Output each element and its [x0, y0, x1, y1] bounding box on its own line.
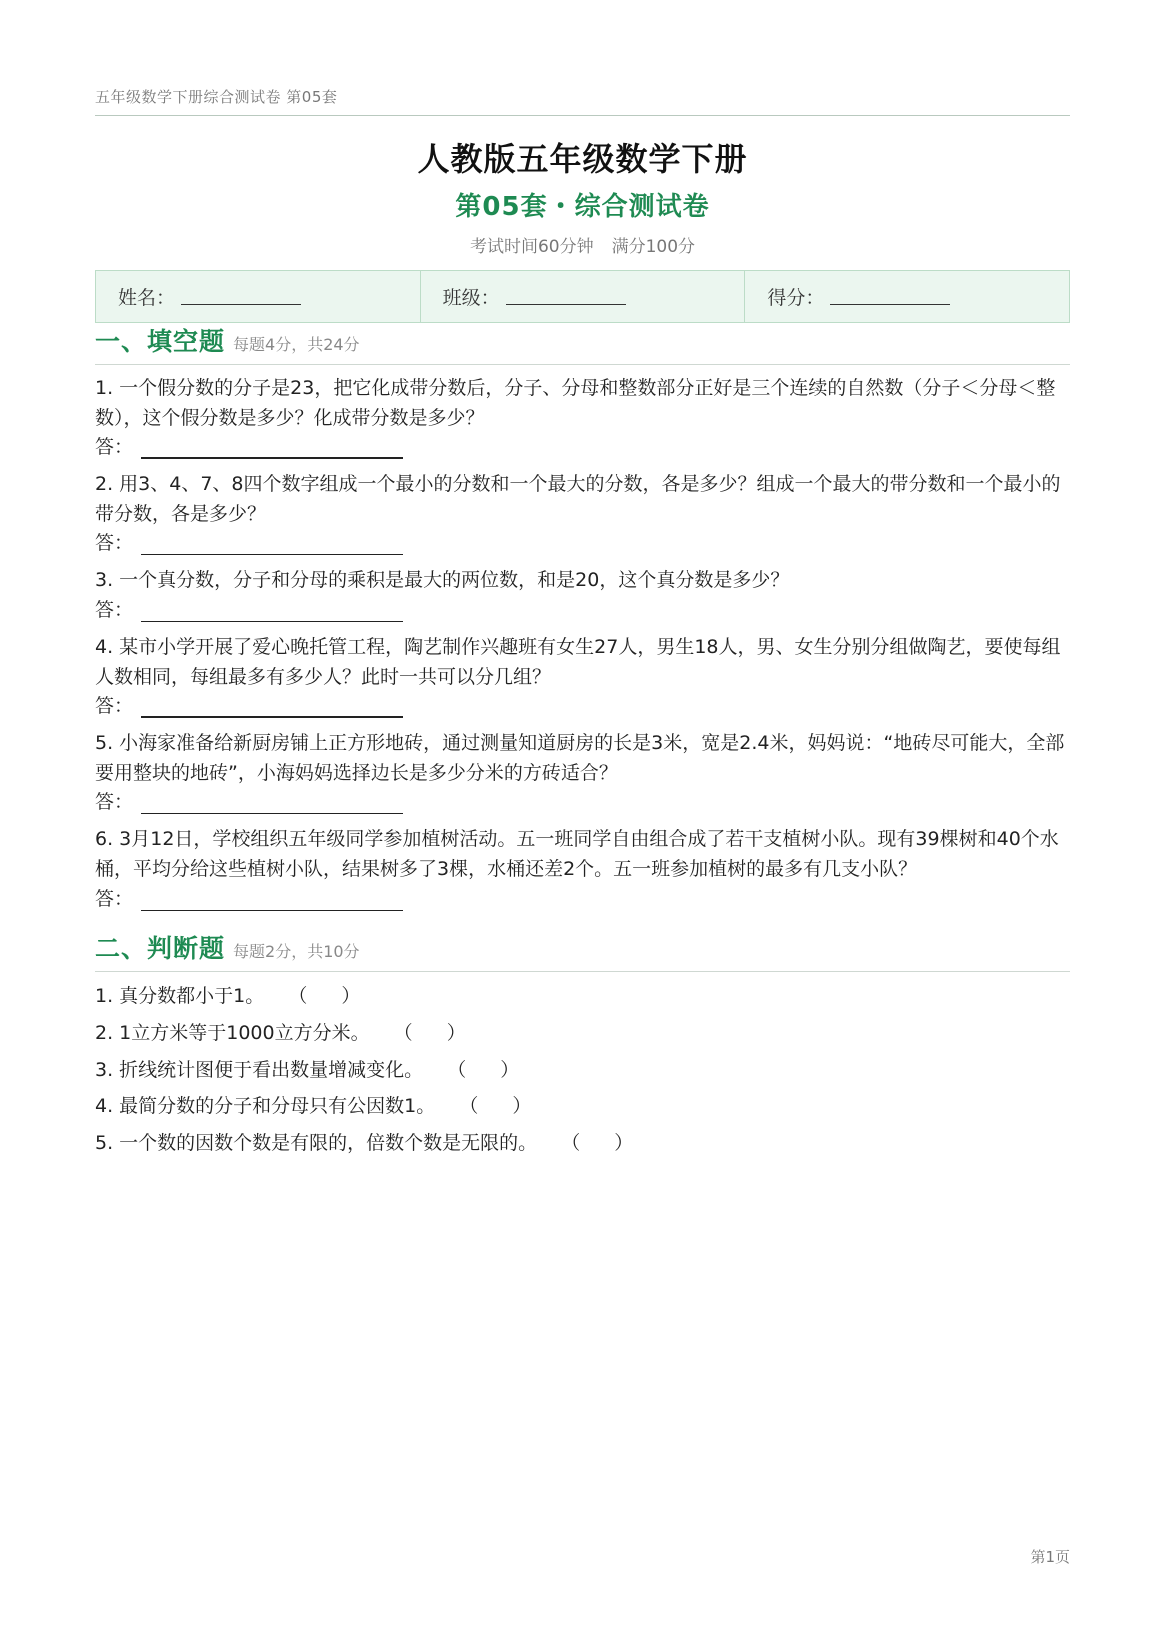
judgement-answer-box[interactable]: （ ） — [393, 1022, 466, 1044]
question-item: 1. 一个假分数的分子是23，把它化成带分数后，分子、分母和整数部分正好是三个连续的自然数（分子＜分母＜整数），这个假分数是多少？化成带分数是多少？ — [95, 377, 1056, 429]
exam-subtitle: 第05套・综合测试卷 — [455, 192, 710, 222]
exam-title: 人教版五年级数学下册 — [417, 140, 748, 178]
answer-row — [95, 528, 403, 555]
answer-row — [95, 787, 403, 814]
class-label: 班级： — [442, 287, 500, 309]
section-title: 一、填空题 — [95, 327, 226, 356]
judgement-text: 4. 最简分数的分子和分母只有公因数1。 — [95, 1095, 436, 1117]
question-item: 3. 一个真分数，分子和分母的乘积是最大的两位数，和是20，这个真分数是多少？ — [95, 569, 790, 591]
answer-blank[interactable] — [141, 698, 403, 718]
name-label: 姓名： — [118, 287, 176, 309]
answer-blank[interactable] — [141, 536, 403, 555]
score-label: 得分： — [767, 287, 825, 309]
answer-blank[interactable] — [141, 892, 403, 911]
name-cell — [96, 271, 421, 322]
judgement-text: 2. 1立方米等于1000立方分米。 — [95, 1022, 370, 1044]
answer-blank[interactable] — [141, 603, 403, 622]
question-item: 6. 3月12日，学校组织五年级同学参加植树活动。五一班同学自由组合成了若干支植树小队。现有39棵树和40个水桶，平均分给这些植树小队，结果树多了3棵，水桶还差2个。五一班参加植树的最多有几支小队？ — [95, 828, 1059, 880]
answer-label: 答： — [95, 599, 134, 621]
judgement-answer-box[interactable]: （ ） — [561, 1132, 634, 1154]
answer-label: 答： — [95, 436, 134, 458]
section-score-note: 每题4分，共24分 — [233, 335, 360, 354]
student-info-box — [95, 270, 1070, 323]
answer-row — [95, 595, 403, 622]
class-cell — [421, 271, 746, 322]
judgement-item — [95, 1128, 633, 1155]
question-item: 5. 小海家准备给新厨房铺上正方形地砖，通过测量知道厨房的长是3米，宽是2.4米，妈妈说：“地砖尽可能大，全部要用整块的地砖”，小海妈妈选择边长是多少分米的方砖适合？ — [95, 732, 1065, 784]
running-header: 五年级数学下册综合测试卷 第05套 — [95, 88, 338, 106]
exam-full-score: 满分100分 — [611, 237, 696, 257]
score-blank[interactable] — [830, 288, 950, 305]
answer-row — [95, 432, 403, 459]
judgement-item — [95, 1091, 531, 1118]
question-item: 4. 某市小学开展了爱心晚托管工程，陶艺制作兴趣班有女生27人，男生18人，男、女生分别分组做陶艺，要使每组人数相同，每组最多有多少人？此时一共可以分几组？ — [95, 636, 1061, 688]
section-divider — [95, 364, 1070, 365]
answer-row — [95, 691, 403, 718]
section-divider — [95, 971, 1070, 972]
judgement-answer-box[interactable]: （ ） — [459, 1095, 532, 1117]
judgement-answer-box[interactable]: （ ） — [288, 985, 361, 1007]
exam-meta — [95, 232, 1070, 257]
class-blank[interactable] — [506, 288, 626, 305]
section-score-note: 每题2分，共10分 — [233, 942, 360, 961]
answer-row — [95, 884, 403, 911]
section-fill-blank-header — [95, 322, 360, 358]
question-item: 2. 用3、4、7、8四个数字组成一个最小的分数和一个最大的分数，各是多少？组成一个最大的带分数和一个最小的带分数，各是多少？ — [95, 473, 1061, 525]
answer-label: 答： — [95, 791, 134, 813]
judgement-text: 1. 真分数都小于1。 — [95, 985, 265, 1007]
exam-time: 考试时间60分钟 — [469, 237, 594, 257]
header-divider — [95, 115, 1070, 116]
judgement-item — [95, 981, 360, 1008]
page-number: 第1页 — [1030, 1548, 1070, 1566]
answer-label: 答： — [95, 888, 134, 910]
judgement-answer-box[interactable]: （ ） — [447, 1059, 520, 1081]
score-cell — [745, 271, 1069, 322]
judgement-text: 3. 折线统计图便于看出数量增减变化。 — [95, 1059, 424, 1081]
name-blank[interactable] — [181, 288, 301, 305]
judgement-item — [95, 1018, 466, 1045]
section-title: 二、判断题 — [95, 934, 226, 963]
answer-label: 答： — [95, 532, 134, 554]
answer-blank[interactable] — [141, 795, 403, 814]
answer-label: 答： — [95, 695, 134, 717]
judgement-text: 5. 一个数的因数个数是有限的，倍数个数是无限的。 — [95, 1132, 538, 1154]
judgement-item — [95, 1055, 519, 1082]
exam-page — [95, 0, 1070, 1638]
answer-blank[interactable] — [141, 439, 403, 459]
section-true-false-header — [95, 929, 360, 965]
